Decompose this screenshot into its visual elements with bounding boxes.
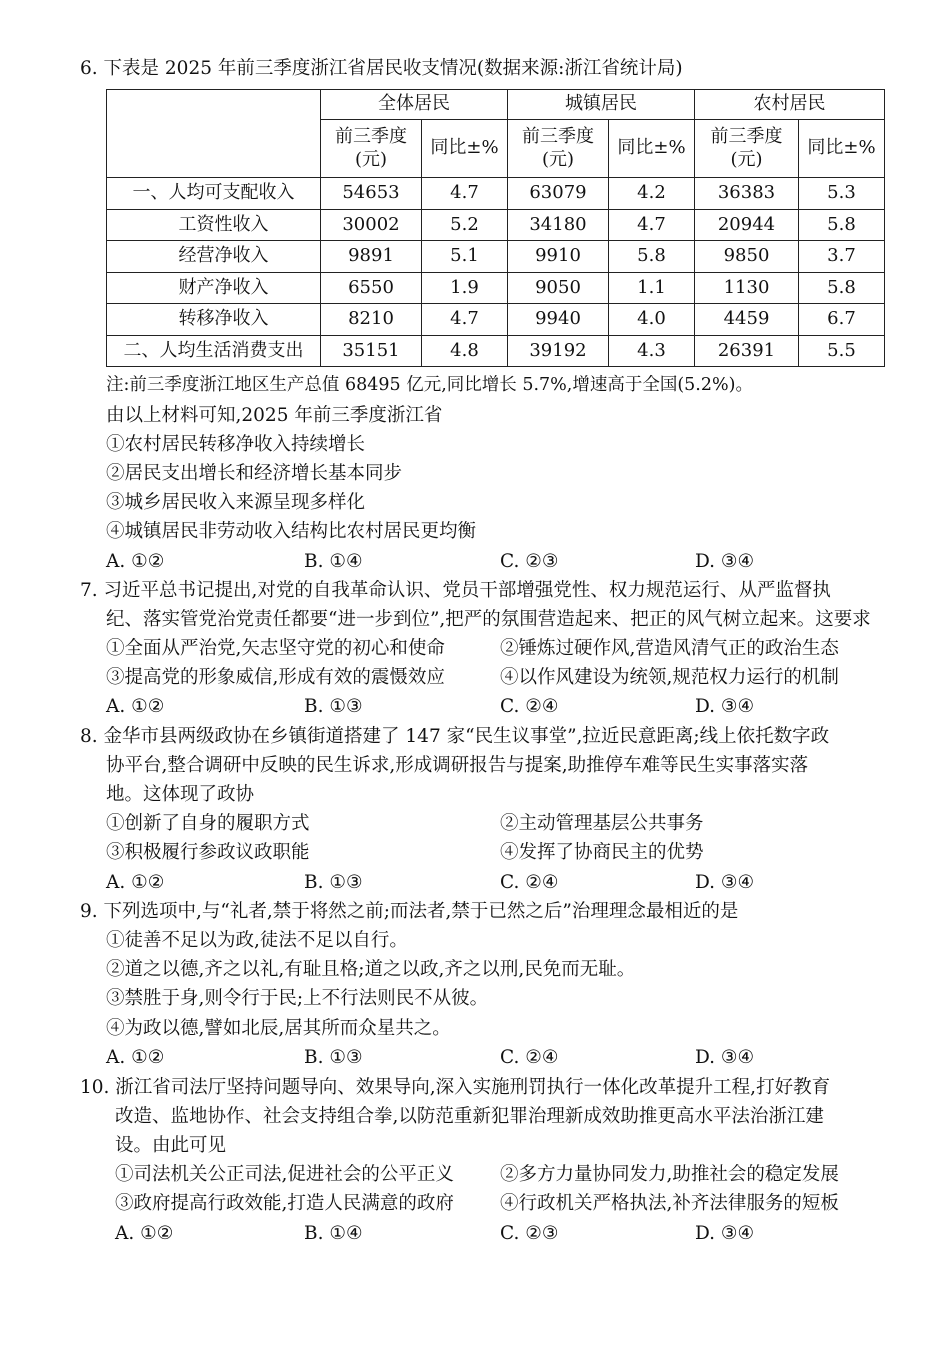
row-label: 二、人均生活消费支出 [107, 335, 321, 367]
q6-item-3: ③城乡居民收入来源呈现多样化 [106, 492, 366, 513]
q8-option-a[interactable]: A. ①② [106, 872, 165, 893]
table-cell: 4.7 [609, 209, 695, 241]
table-cell: 4.2 [609, 178, 695, 210]
q6-option-d[interactable]: D. ③④ [695, 551, 755, 572]
q7-item-2: ②锤炼过硬作风,营造风清气正的政治生态 [500, 638, 839, 659]
sub-header: 前三季度 (元) [695, 120, 799, 178]
q8-stem-line3: 地。这体现了政协 [106, 784, 255, 805]
q7-option-a[interactable]: A. ①② [106, 696, 165, 717]
q10-option-a[interactable]: A. ①② [115, 1223, 174, 1244]
q8-item-1: ①创新了自身的履职方式 [106, 813, 310, 834]
sub-header: 同比±% [799, 120, 885, 178]
q8-item-3: ③积极履行参政议政职能 [106, 842, 310, 863]
table-corner [107, 90, 321, 178]
table-cell: 4.7 [422, 304, 508, 336]
table-cell: 5.1 [422, 241, 508, 273]
q7-item-4: ④以作风建设为统领,规范权力运行的机制 [500, 667, 839, 688]
q7-option-c[interactable]: C. ②④ [500, 696, 559, 717]
table-cell: 5.8 [799, 209, 885, 241]
q6-stem: 6. 下表是 2025 年前三季度浙江省居民收支情况(数据来源:浙江省统计局) [80, 58, 683, 79]
table-cell: 54653 [321, 178, 422, 210]
q7-stem-line2: 纪、落实管党治党责任都要“进一步到位”,把严的氛围营造起来、把正的风气树立起来。这要求 [106, 609, 871, 630]
q7-item-1: ①全面从严治党,矢志坚守党的初心和使命 [106, 638, 445, 659]
q6-option-b[interactable]: B. ①④ [304, 551, 363, 572]
table-cell: 36383 [695, 178, 799, 210]
table-cell: 1.9 [422, 272, 508, 304]
q7-item-3: ③提高党的形象威信,形成有效的震慑效应 [106, 667, 445, 688]
table-cell: 4459 [695, 304, 799, 336]
q9-option-b[interactable]: B. ①③ [304, 1047, 363, 1068]
q8-stem-line1: 8. 金华市县两级政协在乡镇街道搭建了 147 家“民生议事堂”,拉近民意距离;线上依托数字政 [80, 726, 830, 747]
table-cell: 30002 [321, 209, 422, 241]
q8-option-c[interactable]: C. ②④ [500, 872, 559, 893]
q9-item-4: ④为政以德,譬如北辰,居其所而众星共之。 [106, 1018, 451, 1039]
q8-item-2: ②主动管理基层公共事务 [500, 813, 704, 834]
row-label: 经营净收入 [107, 241, 321, 273]
group-header: 农村居民 [695, 90, 885, 120]
sub-header: 前三季度 (元) [508, 120, 609, 178]
table-cell: 5.3 [799, 178, 885, 210]
q9-option-c[interactable]: C. ②④ [500, 1047, 559, 1068]
q7-option-d[interactable]: D. ③④ [695, 696, 755, 717]
table-cell: 9910 [508, 241, 609, 273]
q6-option-c[interactable]: C. ②③ [500, 551, 559, 572]
group-header: 城镇居民 [508, 90, 695, 120]
q7-stem-line1: 7. 习近平总书记提出,对党的自我革命认识、党员干部增强党性、权力规范运行、从严监督执 [80, 580, 831, 601]
table-cell: 34180 [508, 209, 609, 241]
table-cell: 5.5 [799, 335, 885, 367]
sub-header: 同比±% [609, 120, 695, 178]
table-cell: 9850 [695, 241, 799, 273]
row-label: 转移净收入 [107, 304, 321, 336]
table-row [107, 272, 885, 304]
q10-item-3: ③政府提高行政效能,打造人民满意的政府 [115, 1193, 454, 1214]
table-cell: 9940 [508, 304, 609, 336]
q10-item-2: ②多方力量协同发力,助推社会的稳定发展 [500, 1164, 839, 1185]
q10-stem-line1: 10. 浙江省司法厅坚持问题导向、效果导向,深入实施刑罚执行一体化改革提升工程,打好教育 [80, 1077, 831, 1098]
q6-item-1: ①农村居民转移净收入持续增长 [106, 434, 366, 455]
q7-option-b[interactable]: B. ①③ [304, 696, 363, 717]
q10-option-c[interactable]: C. ②③ [500, 1223, 559, 1244]
q6-option-a[interactable]: A. ①② [106, 551, 165, 572]
table-cell: 39192 [508, 335, 609, 367]
table-row [107, 178, 885, 210]
table-cell: 9050 [508, 272, 609, 304]
table-cell: 8210 [321, 304, 422, 336]
table-cell: 20944 [695, 209, 799, 241]
sub-header: 同比±% [422, 120, 508, 178]
q8-option-d[interactable]: D. ③④ [695, 872, 755, 893]
table-row [107, 241, 885, 273]
group-header: 全体居民 [321, 90, 508, 120]
row-label: 财产净收入 [107, 272, 321, 304]
table-row [107, 304, 885, 336]
q8-item-4: ④发挥了协商民主的优势 [500, 842, 704, 863]
table-cell: 5.2 [422, 209, 508, 241]
q9-option-d[interactable]: D. ③④ [695, 1047, 755, 1068]
q8-option-b[interactable]: B. ①③ [304, 872, 363, 893]
sub-header: 前三季度 (元) [321, 120, 422, 178]
table-cell: 5.8 [799, 272, 885, 304]
table-cell: 4.0 [609, 304, 695, 336]
table-cell: 6.7 [799, 304, 885, 336]
q9-item-3: ③禁胜于身,则令行于民;上不行法则民不从彼。 [106, 988, 489, 1009]
q10-item-1: ①司法机关公正司法,促进社会的公平正义 [115, 1164, 454, 1185]
table-cell: 35151 [321, 335, 422, 367]
table-cell: 4.7 [422, 178, 508, 210]
row-label: 工资性收入 [107, 209, 321, 241]
q6-item-4: ④城镇居民非劳动收入结构比农村居民更均衡 [106, 521, 477, 542]
q6-lead: 由以上材料可知,2025 年前三季度浙江省 [106, 405, 443, 426]
table-cell: 1.1 [609, 272, 695, 304]
q9-item-1: ①徒善不足以为政,徒法不足以自行。 [106, 930, 408, 951]
table-row [107, 209, 885, 241]
q10-option-b[interactable]: B. ①④ [304, 1223, 363, 1244]
table-cell: 26391 [695, 335, 799, 367]
table-cell: 63079 [508, 178, 609, 210]
table-cell: 5.8 [609, 241, 695, 273]
row-label: 一、人均可支配收入 [107, 178, 321, 210]
q10-stem-line2: 改造、监地协作、社会支持组合拳,以防范重新犯罪治理新成效助推更高水平法治浙江建 [115, 1106, 824, 1127]
table-cell: 4.3 [609, 335, 695, 367]
q8-stem-line2: 协平台,整合调研中反映的民生诉求,形成调研报告与提案,助推停车难等民生实事落实落 [106, 755, 809, 776]
table-cell: 3.7 [799, 241, 885, 273]
table-cell: 1130 [695, 272, 799, 304]
q10-item-4: ④行政机关严格执法,补齐法律服务的短板 [500, 1193, 839, 1214]
q10-option-d[interactable]: D. ③④ [695, 1223, 755, 1244]
table-cell: 6550 [321, 272, 422, 304]
q9-item-2: ②道之以德,齐之以礼,有耻且格;道之以政,齐之以刑,民免而无耻。 [106, 959, 636, 980]
q6-item-2: ②居民支出增长和经济增长基本同步 [106, 463, 403, 484]
table-cell: 9891 [321, 241, 422, 273]
q9-option-a[interactable]: A. ①② [106, 1047, 165, 1068]
income-table [106, 89, 885, 367]
q9-stem: 9. 下列选项中,与“礼者,禁于将然之前;而法者,禁于已然之后”治理理念最相近的是 [80, 901, 739, 922]
table-cell: 4.8 [422, 335, 508, 367]
q10-stem-line3: 设。由此可见 [115, 1135, 227, 1156]
q6-note: 注:前三季度浙江地区生产总值 68495 亿元,同比增长 5.7%,增速高于全国(5.2%)。 [106, 375, 753, 395]
table-row [107, 335, 885, 367]
